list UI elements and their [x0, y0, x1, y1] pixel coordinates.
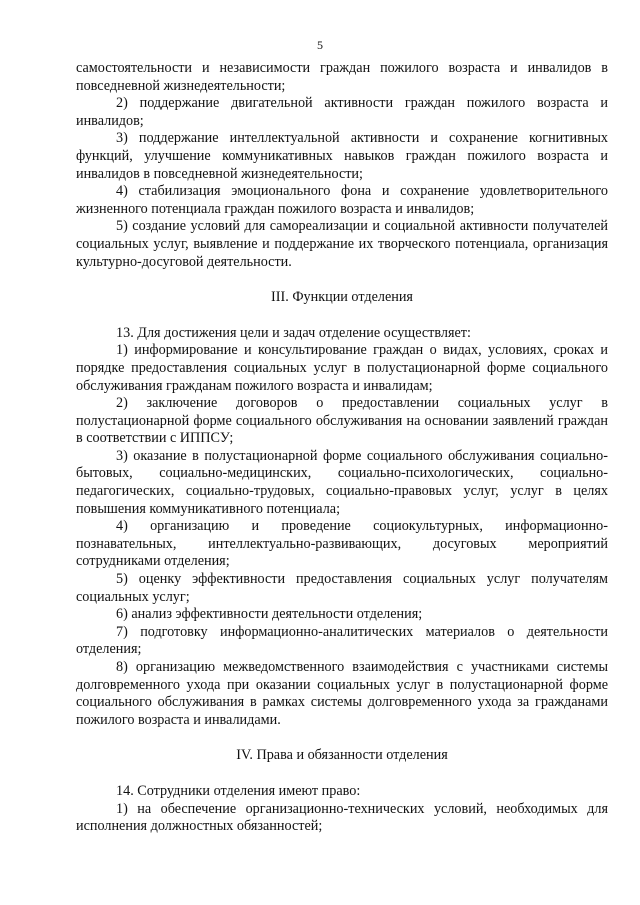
paragraph: 3) поддержание интеллектуальной активности и сохранение когнитивных функций, улучшение коммуникативных навыков граждан пожилого возраста и инвалидов в повседневной жизнедеятельности; [76, 130, 608, 182]
paragraph: 7) подготовку информационно-аналитических материалов о деятельности отделения; [76, 623, 608, 658]
paragraph: 6) анализ эффективности деятельности отделения; [116, 606, 423, 623]
spacer [76, 271, 608, 289]
paragraph: 5) оценку эффективности предоставления социальных услуг получателям социальных услуг; [76, 571, 608, 605]
paragraph: 2) поддержание двигательной активности граждан пожилого возраста и инвалидов; [76, 95, 608, 129]
paragraph: 3) оказание в полустационарной форме социального обслуживания социально-бытовых, социально-медицинских, социально-психологических, социально-педагогических, социально-трудовых, социально-правовых услуг, услуг в целях повышения коммуникативного потенциала; [76, 447, 608, 517]
paragraph: 13. Для достижения цели и задач отделение осуществляет: [116, 324, 471, 341]
spacer [76, 765, 608, 783]
section-heading: IV. Права и обязанности отделения [236, 747, 448, 764]
paragraph: 1) на обеспечение организационно-технических условий, необходимых для исполнения должностных обязанностей; [76, 800, 608, 835]
paragraph: 4) стабилизация эмоционального фона и сохранение удовлетворительного жизненного потенциала граждан пожилого возраста и инвалидов; [76, 183, 608, 217]
paragraph: 5) создание условий для самореализации и социальной активности получателей социальных услуг, выявление и поддержание их творческого потенциала, организация культурно-досуговой деятельности. [76, 218, 608, 270]
spacer [76, 307, 608, 325]
spacer [76, 729, 608, 747]
paragraph: самостоятельности и независимости граждан пожилого возраста и инвалидов в повседневной жизнедеятельности; [76, 60, 608, 94]
paragraph: 14. Сотрудники отделения имеют право: [116, 782, 361, 799]
section-heading: III. Функции отделения [271, 289, 413, 306]
page-number: 5 [317, 38, 323, 52]
paragraph: 2) заключение договоров о предоставлении социальных услуг в полустационарной форме социального обслуживания на основании заявлений граждан в соответствии с ИППСУ; [76, 395, 608, 447]
paragraph: 4) организацию и проведение социокультурных, информационно-познавательных, интеллектуально-развивающих, досуговых мероприятий сотрудниками отделения; [76, 518, 608, 570]
document-body [76, 60, 608, 836]
paragraph: 1) информирование и консультирование граждан о видах, условиях, сроках и порядке предоставления социальных услуг в полустационарной форме социального обслуживания гражданам пожилого возраста и инвалидам; [76, 342, 608, 394]
paragraph: 8) организацию межведомственного взаимодействия с участниками системы долговременного ухода при оказании социальных услуг в полустационарной форме социального обслуживания в рамках системы долговременного ухода за гражданами пожилого возраста и инвалидами. [76, 659, 608, 728]
